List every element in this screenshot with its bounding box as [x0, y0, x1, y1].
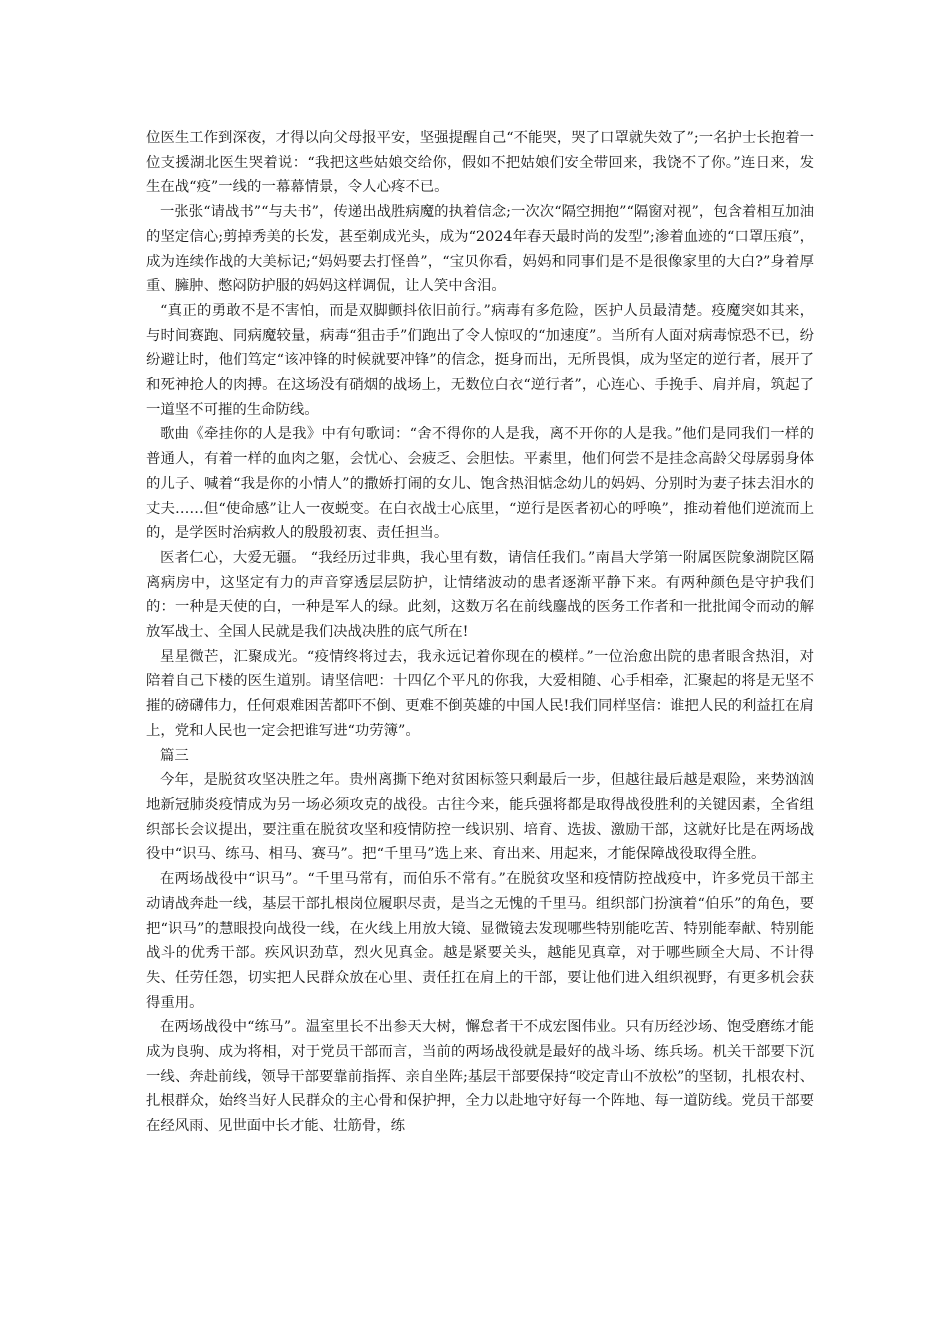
section-heading: 篇三 — [160, 747, 189, 764]
paragraph: 今年，是脱贫攻坚决胜之年。贵州离撕下绝对贫困标签只剩最后一步，但越往最后越是艰险，来势汹汹地新冠肺炎疫情成为另一场必须攻克的战役。古往今来，能兵强将都是取得战役胜利的关键因素，全省组织部长会议提出，要注重在脱贫攻坚和疫情防控一线识别、培育、选拔、激励干部，这就好比是在两场战役中“识马、练马、相马、赛马”。把“千里马”选上来、育出来、用起来，才能保障战役取得全胜。 — [146, 772, 814, 863]
paragraph: 医者仁心，大爱无疆。 “我经历过非典，我心里有数，请信任我们。”南昌大学第一附属医院象湖院区隔离病房中，这坚定有力的声音穿透层层防护，让情绪波动的患者逐渐平静下来。有两种颜色是守护我们的：一种是天使的白，一种是军人的绿。此刻，这数万名在前线鏖战的医务工作者和一批批闻令而动的解放军战士、全国人民就是我们决战决胜的底气所在! — [146, 549, 814, 641]
paragraph: 一张张“请战书”“与夫书”，传递出战胜病魔的执着信念;一次次“隔空拥抱”“隔窗对视”，包含着相互加油的坚定信心;剪掉秀美的长发，甚至剃成光头，成为“2024年春天最时尚的发型”;渗着血迹的“口罩压痕”，成为连续作战的大美标记;“妈妈要去打怪兽”，“宝贝你看，妈妈和同事们是不是很像家里的大白?”身着厚重、臃肿、憋闷防护服的妈妈这样调侃，让人笑中含泪。 — [146, 204, 814, 295]
paragraph: 歌曲《牵挂你的人是我》中有句歌词：“舍不得你的人是我，离不开你的人是我。”他们是同我们一样的普通人，有着一样的血肉之躯，会忧心、会疲乏、会胆怯。平素里，他们何尝不是挂念高龄父母孱弱身体的儿子、喊着“我是你的小情人”的撒娇打闹的女儿、饱含热泪惦念幼儿的妈妈、分别时为妻子抹去泪水的丈夫……但“使命感”让人一夜蜕变。在白衣战士心底里，“逆行是医者初心的呼唤”，推动着他们逆流而上的，是学医时治病救人的殷殷初衷、责任担当。 — [146, 426, 814, 542]
document-body — [146, 126, 814, 1139]
paragraph: 位医生工作到深夜，才得以向父母报平安，坚强提醒自己“不能哭，哭了口罩就失效了”;一名护士长抱着一位支援湖北医生哭着说：“我把这些姑娘交给你，假如不把姑娘们安全带回来，我饶不了你。”连日来，发生在战“疫”一线的一幕幕情景，令人心疼不已。 — [146, 130, 814, 196]
paragraph: 星星微芒，汇聚成光。“疫情终将过去，我永远记着你现在的模样。”一位治愈出院的患者眼含热泪，对陪着自己下楼的医生道别。请坚信吧：十四亿个平凡的你我，大爱相随、心手相牵，汇聚起的将是无坚不摧的磅礴伟力，任何艰难困苦都吓不倒、更难不倒英雄的中国人民!我们同样坚信：谁把人民的利益扛在肩上，党和人民也一定会把谁写进“功劳簿”。 — [146, 648, 814, 739]
paragraph: 在两场战役中“识马”。“千里马常有，而伯乐不常有。”在脱贫攻坚和疫情防控战疫中，许多党员干部主动请战奔赴一线，基层干部扎根岗位履职尽责，是当之无愧的千里马。组织部门扮演着“伯乐”的角色，要把“识马”的慧眼投向战役一线，在火线上用放大镜、显微镜去发现哪些特别能吃苦、特别能奉献、特别能战斗的优秀干部。疾风识劲草，烈火见真金。越是紧要关头，越能见真章，对于哪些顾全大局、不计得失、任劳任怨，切实把人民群众放在心里、责任扛在肩上的干部，要让他们进入组织视野，有更多机会获得重用。 — [146, 871, 814, 1011]
paragraph: 在两场战役中“练马”。温室里长不出参天大树，懈怠者干不成宏图伟业。只有历经沙场、饱受磨练才能成为良驹、成为将相，对于党员干部而言，当前的两场战役就是最好的战斗场、练兵场。机关干部要下沉一线、奔赴前线，领导干部要靠前指挥、亲自坐阵;基层干部要保持“咬定青山不放松”的坚韧，扎根农村、扎根群众，始终当好人民群众的主心骨和保护押，全力以赴地守好每一个阵地、每一道防线。党员干部要在经风雨、见世面中长才能、壮筋骨，练 — [146, 1019, 814, 1135]
paragraph: “真正的勇敢不是不害怕，而是双脚颤抖依旧前行。”病毒有多危险，医护人员最清楚。疫魔突如其来，与时间赛跑、同病魔较量，病毒“狙击手”们跑出了令人惊叹的“加速度”。当所有人面对病毒惊恐不已，纷纷避让时，他们笃定“该冲锋的时候就要冲锋”的信念，挺身而出，无所畏惧，成为坚定的逆行者，展开了和死神抢人的肉搏。在这场没有硝烟的战场上，无数位白衣“逆行者”，心连心、手挽手、肩并肩，筑起了一道坚不可摧的生命防线。 — [146, 302, 814, 418]
